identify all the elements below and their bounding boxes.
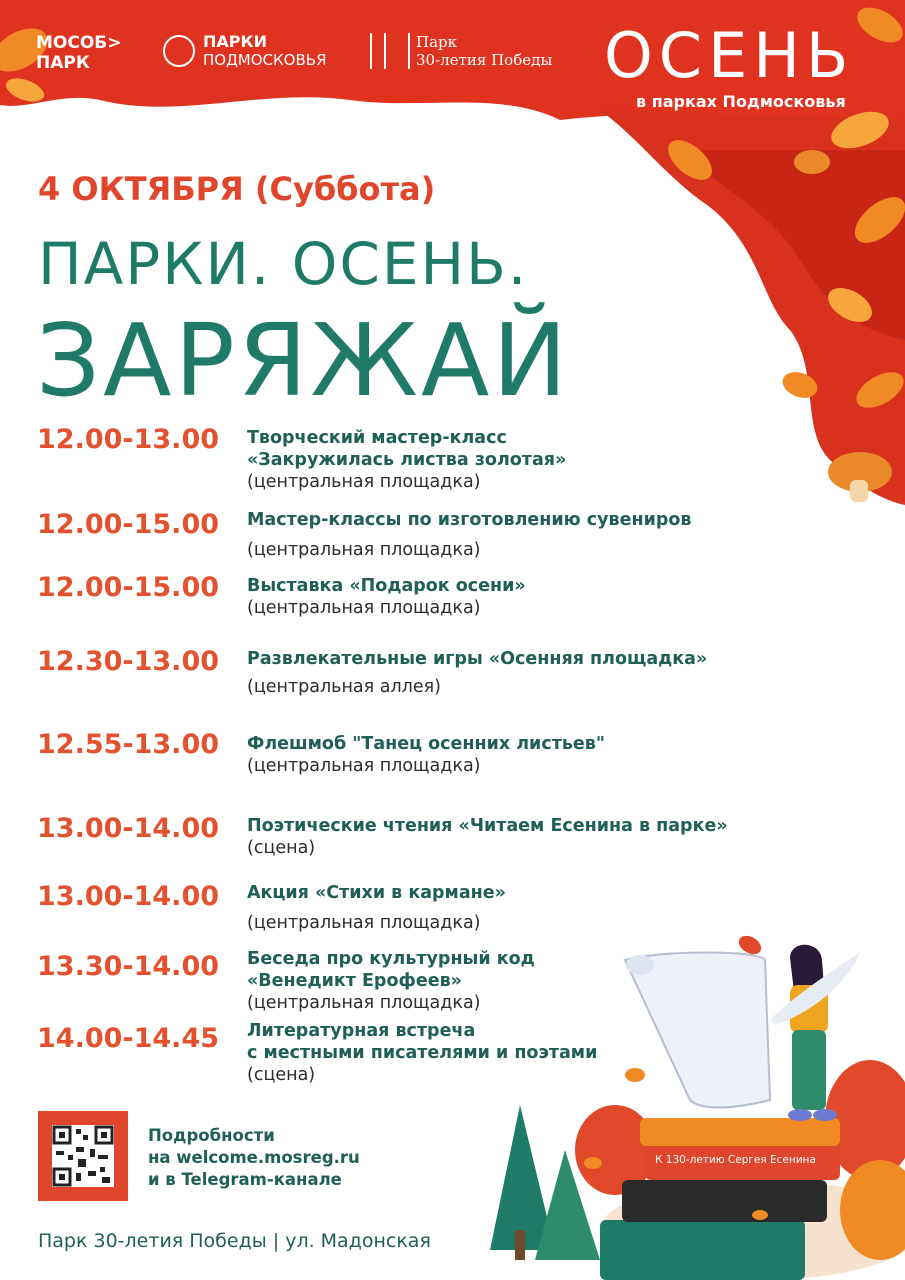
parks-logo-icon [163,35,195,67]
park30-logo-line1: Парк [416,33,458,51]
info-line-3: и в Telegram-канале [148,1170,342,1189]
info-line-1: Подробности [148,1126,275,1145]
schedule-event-name: Творческий мастер-класс «Закружилась листва золотая» [247,428,567,470]
mosoblpark-logo [36,33,122,73]
schedule-event-name: Литературная встреча с местными писателями и поэтами [247,1021,598,1063]
schedule-event-name: Поэтические чтения «Читаем Есенина в парке» [247,816,728,836]
schedule-event-name: Беседа про культурный код «Венедикт Ерофеев» [247,949,535,991]
schedule-event-place: (центральная площадка) [247,540,481,560]
qr-code[interactable] [38,1111,128,1201]
title-line-2: ЗАРЯЖАЙ [36,302,571,419]
schedule-event-place: (центральная площадка) [247,598,481,618]
mosoblpark-logo-line2: ПАРК [36,53,90,73]
address: Парк 30-летия Победы | ул. Мадонская [38,1230,431,1252]
title-line-1: ПАРКИ. ОСЕНЬ. [38,230,529,298]
schedule-event-place: (центральная аллея) [247,677,441,697]
schedule-time: 12.30-13.00 [37,646,220,677]
schedule-event-name: Выставка «Подарок осени» [247,576,526,596]
schedule-time: 13.00-14.00 [37,881,220,912]
schedule-event-place: (сцена) [247,1065,316,1085]
schedule-time: 13.30-14.00 [37,951,220,982]
parks-logo-line1: ПАРКИ [203,32,267,51]
park30-logo-icon [384,33,410,69]
schedule-event-place: (центральная площадка) [247,472,481,492]
schedule-event-name: Флешмоб "Танец осенних листьев" [247,734,605,754]
qr-code-pattern [52,1125,114,1187]
schedule-time: 13.00-14.00 [37,813,220,844]
schedule-time: 14.00-14.45 [37,1023,220,1054]
schedule-item [247,1020,807,1086]
schedule-event-name: Развлекательные игры «Осенняя площадка» [247,649,708,669]
book-label: К 130-летию Сергея Есенина [655,1154,816,1166]
schedule-time: 12.55-13.00 [37,729,220,760]
schedule-item [247,948,807,1014]
schedule-item [247,882,807,934]
schedule-item [247,575,807,619]
brand-subtitle: в парках Подмосковья [636,92,846,111]
event-date: 4 ОКТЯБРЯ (Суббота) [38,170,436,208]
schedule-event-name: Акция «Стихи в кармане» [247,883,506,903]
info-line-2[interactable]: на welcome.mosreg.ru [148,1148,360,1167]
parks-logo-line2: ПОДМОСКОВЬЯ [203,51,327,69]
schedule-event-place: (центральная площадка) [247,756,481,776]
parks-podmoskovya-logo [203,33,327,69]
info-text [148,1125,360,1191]
schedule-time: 12.00-15.00 [37,572,220,603]
schedule-item [247,733,807,777]
brand-title: ОСЕНЬ [604,19,855,92]
schedule-time: 12.00-13.00 [37,424,220,455]
logo-divider [370,33,372,69]
park-30-pobedy-logo [416,33,552,69]
mosoblpark-logo-line1: МОСОБ> [36,33,122,53]
park30-logo-line2: 30-летия Победы [416,51,553,69]
schedule-event-place: (центральная площадка) [247,993,481,1013]
schedule-event-name: Мастер-классы по изготовлению сувениров [247,510,692,530]
schedule-item [247,427,807,493]
schedule-item [247,815,807,859]
schedule-time: 12.00-15.00 [37,509,220,540]
schedule-item [247,509,807,561]
schedule-event-place: (центральная площадка) [247,913,481,933]
schedule-event-place: (сцена) [247,838,316,858]
schedule-item [247,648,807,698]
